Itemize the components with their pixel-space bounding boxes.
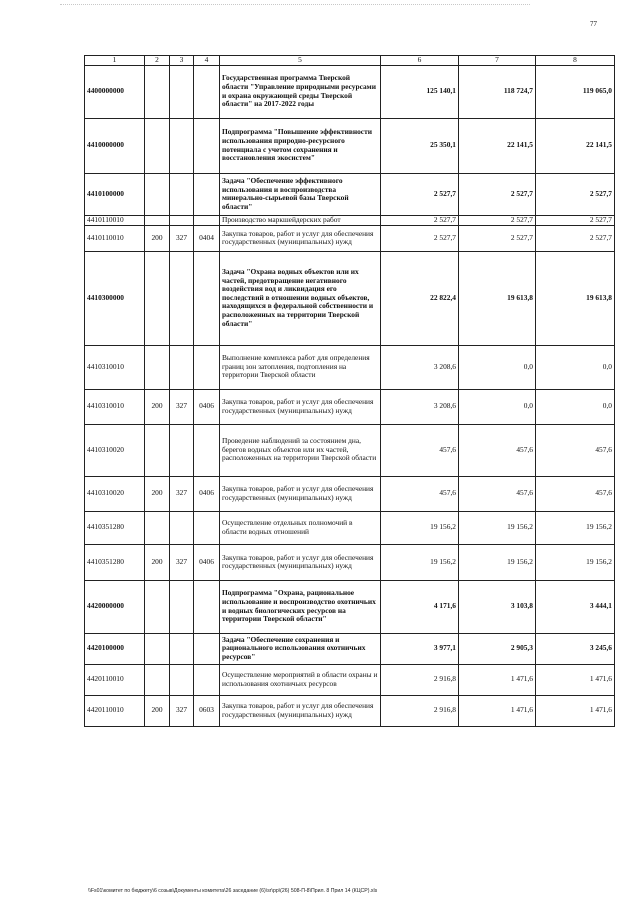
row-name: Выполнение комплекса работ для определения границ зон затопления, подтопления на территории Тверской области bbox=[220, 345, 381, 389]
row-value-2021: 1 471,6 bbox=[459, 664, 536, 695]
table-row bbox=[85, 511, 615, 544]
row-vr bbox=[145, 118, 170, 173]
row-value-2021: 19 613,8 bbox=[459, 251, 536, 345]
row-vr bbox=[145, 65, 170, 118]
row-value-2022: 457,6 bbox=[536, 476, 615, 511]
row-code: 4410351280 bbox=[85, 511, 145, 544]
row-grbs: 327 bbox=[170, 389, 194, 424]
column-number: 3 bbox=[170, 56, 194, 66]
row-value-2022: 457,6 bbox=[536, 424, 615, 476]
row-value-2020: 3 208,6 bbox=[381, 345, 459, 389]
row-value-2020: 2 527,7 bbox=[381, 225, 459, 251]
row-value-2022: 2 527,7 bbox=[536, 225, 615, 251]
row-value-2020: 2 916,8 bbox=[381, 695, 459, 726]
row-grbs: 327 bbox=[170, 544, 194, 580]
row-value-2021: 22 141,5 bbox=[459, 118, 536, 173]
row-value-2020: 457,6 bbox=[381, 476, 459, 511]
page-number: 77 bbox=[590, 20, 597, 28]
row-value-2022: 19 156,2 bbox=[536, 511, 615, 544]
row-vr bbox=[145, 345, 170, 389]
row-value-2021: 2 527,7 bbox=[459, 225, 536, 251]
row-grbs bbox=[170, 215, 194, 225]
row-code: 4400000000 bbox=[85, 65, 145, 118]
row-rzpr bbox=[194, 215, 220, 225]
row-grbs bbox=[170, 118, 194, 173]
table-row bbox=[85, 664, 615, 695]
budget-table-body bbox=[85, 56, 615, 727]
row-name: Закупка товаров, работ и услуг для обеспечения государственных (муниципальных) нужд bbox=[220, 389, 381, 424]
row-name: Государственная программа Тверской области "Управление природными ресурсами и охрана окружающей среды Тверской области" на 2017-2022 годы bbox=[220, 65, 381, 118]
row-value-2021: 19 156,2 bbox=[459, 544, 536, 580]
row-rzpr bbox=[194, 664, 220, 695]
row-rzpr: 0406 bbox=[194, 389, 220, 424]
row-code: 4410351280 bbox=[85, 544, 145, 580]
row-value-2020: 457,6 bbox=[381, 424, 459, 476]
row-name: Производство маркшейдерских работ bbox=[220, 215, 381, 225]
row-name: Подпрограмма "Охрана, рациональное использование и воспроизводство охотничьих и водных биологических ресурсов на территории Тверской области" bbox=[220, 580, 381, 633]
file-path-footer: \\Fs01\комитет по бюджету\6 созыв\Документы комитета\26 заседание (6)\sr\рр\(26) 508-П-8\Прил. 8 Прил 14 (КЦСР).xls bbox=[88, 888, 378, 894]
table-row bbox=[85, 118, 615, 173]
row-vr bbox=[145, 251, 170, 345]
row-name: Закупка товаров, работ и услуг для обеспечения государственных (муниципальных) нужд bbox=[220, 544, 381, 580]
row-code: 4410110010 bbox=[85, 215, 145, 225]
scan-artifact-line bbox=[60, 4, 530, 8]
row-name: Задача "Охрана водных объектов или их частей, предотвращение негативного воздействия вод и ликвидация его последствий в отношении водных объектов, находящихся в федеральной собственности и расположенных на территории Тверской области" bbox=[220, 251, 381, 345]
row-rzpr bbox=[194, 424, 220, 476]
row-vr bbox=[145, 633, 170, 664]
row-value-2021: 457,6 bbox=[459, 424, 536, 476]
row-vr: 200 bbox=[145, 544, 170, 580]
row-rzpr bbox=[194, 173, 220, 215]
row-code: 4410310010 bbox=[85, 389, 145, 424]
table-row bbox=[85, 424, 615, 476]
table-row bbox=[85, 345, 615, 389]
row-name: Задача "Обеспечение эффективного использования и воспроизводства минерально-сырьевой базы Тверской области" bbox=[220, 173, 381, 215]
row-value-2020: 2 527,7 bbox=[381, 215, 459, 225]
row-grbs bbox=[170, 173, 194, 215]
row-value-2021: 2 905,3 bbox=[459, 633, 536, 664]
table-row bbox=[85, 633, 615, 664]
table-row bbox=[85, 476, 615, 511]
table-row bbox=[85, 695, 615, 726]
row-value-2022: 1 471,6 bbox=[536, 664, 615, 695]
column-number: 4 bbox=[194, 56, 220, 66]
row-name: Подпрограмма "Повышение эффективности использования природно-ресурсного потенциала с учетом сохранения и восстановления экосистем" bbox=[220, 118, 381, 173]
row-value-2022: 19 156,2 bbox=[536, 544, 615, 580]
row-rzpr bbox=[194, 511, 220, 544]
row-value-2021: 118 724,7 bbox=[459, 65, 536, 118]
table-row bbox=[85, 544, 615, 580]
column-number: 1 bbox=[85, 56, 145, 66]
row-vr bbox=[145, 215, 170, 225]
row-code: 4410100000 bbox=[85, 173, 145, 215]
row-value-2022: 1 471,6 bbox=[536, 695, 615, 726]
row-vr: 200 bbox=[145, 389, 170, 424]
row-vr bbox=[145, 424, 170, 476]
row-value-2020: 4 171,6 bbox=[381, 580, 459, 633]
row-code: 4420110010 bbox=[85, 664, 145, 695]
row-code: 4410000000 bbox=[85, 118, 145, 173]
row-code: 4420110010 bbox=[85, 695, 145, 726]
row-rzpr bbox=[194, 580, 220, 633]
row-value-2020: 22 822,4 bbox=[381, 251, 459, 345]
row-value-2021: 3 103,8 bbox=[459, 580, 536, 633]
row-name: Закупка товаров, работ и услуг для обеспечения государственных (муниципальных) нужд bbox=[220, 476, 381, 511]
column-number: 7 bbox=[459, 56, 536, 66]
row-grbs: 327 bbox=[170, 225, 194, 251]
row-name: Осуществление отдельных полномочий в области водных отношений bbox=[220, 511, 381, 544]
row-value-2020: 125 140,1 bbox=[381, 65, 459, 118]
row-grbs bbox=[170, 65, 194, 118]
row-rzpr bbox=[194, 251, 220, 345]
row-value-2020: 2 916,8 bbox=[381, 664, 459, 695]
table-row bbox=[85, 251, 615, 345]
row-rzpr bbox=[194, 633, 220, 664]
row-vr: 200 bbox=[145, 225, 170, 251]
row-value-2022: 0,0 bbox=[536, 345, 615, 389]
row-value-2022: 3 444,1 bbox=[536, 580, 615, 633]
row-name: Закупка товаров, работ и услуг для обеспечения государственных (муниципальных) нужд bbox=[220, 225, 381, 251]
row-value-2021: 1 471,6 bbox=[459, 695, 536, 726]
table-row bbox=[85, 215, 615, 225]
row-grbs bbox=[170, 251, 194, 345]
row-value-2022: 22 141,5 bbox=[536, 118, 615, 173]
row-value-2020: 3 977,1 bbox=[381, 633, 459, 664]
row-value-2021: 0,0 bbox=[459, 389, 536, 424]
table-row bbox=[85, 389, 615, 424]
column-number: 5 bbox=[220, 56, 381, 66]
row-grbs bbox=[170, 345, 194, 389]
table-row bbox=[85, 173, 615, 215]
column-number: 6 bbox=[381, 56, 459, 66]
row-code: 4410310020 bbox=[85, 476, 145, 511]
row-code: 4420100000 bbox=[85, 633, 145, 664]
row-name: Осуществление мероприятий в области охраны и использования охотничьих ресурсов bbox=[220, 664, 381, 695]
row-value-2020: 19 156,2 bbox=[381, 511, 459, 544]
row-value-2020: 19 156,2 bbox=[381, 544, 459, 580]
row-rzpr bbox=[194, 345, 220, 389]
row-vr bbox=[145, 664, 170, 695]
row-vr: 200 bbox=[145, 476, 170, 511]
row-rzpr: 0406 bbox=[194, 544, 220, 580]
row-name: Закупка товаров, работ и услуг для обеспечения государственных (муниципальных) нужд bbox=[220, 695, 381, 726]
row-value-2021: 2 527,7 bbox=[459, 173, 536, 215]
row-vr: 200 bbox=[145, 695, 170, 726]
row-value-2021: 0,0 bbox=[459, 345, 536, 389]
row-value-2020: 3 208,6 bbox=[381, 389, 459, 424]
row-value-2022: 2 527,7 bbox=[536, 215, 615, 225]
row-grbs bbox=[170, 664, 194, 695]
row-value-2020: 2 527,7 bbox=[381, 173, 459, 215]
row-name: Проведение наблюдений за состоянием дна, берегов водных объектов или их частей, расположенных на территории Тверской области bbox=[220, 424, 381, 476]
table-row bbox=[85, 65, 615, 118]
row-code: 4420000000 bbox=[85, 580, 145, 633]
row-vr bbox=[145, 511, 170, 544]
row-grbs bbox=[170, 633, 194, 664]
row-rzpr: 0404 bbox=[194, 225, 220, 251]
column-number-row bbox=[85, 56, 615, 66]
row-rzpr bbox=[194, 65, 220, 118]
row-name: Задача "Обеспечение сохранения и рационального использования охотничьих ресурсов" bbox=[220, 633, 381, 664]
row-rzpr: 0406 bbox=[194, 476, 220, 511]
budget-table bbox=[84, 55, 615, 727]
row-value-2020: 25 350,1 bbox=[381, 118, 459, 173]
row-value-2021: 2 527,7 bbox=[459, 215, 536, 225]
row-grbs bbox=[170, 511, 194, 544]
column-number: 2 bbox=[145, 56, 170, 66]
table-row bbox=[85, 225, 615, 251]
row-code: 4410300000 bbox=[85, 251, 145, 345]
row-value-2022: 0,0 bbox=[536, 389, 615, 424]
row-rzpr bbox=[194, 118, 220, 173]
row-grbs: 327 bbox=[170, 476, 194, 511]
row-code: 4410310010 bbox=[85, 345, 145, 389]
row-value-2021: 457,6 bbox=[459, 476, 536, 511]
row-value-2022: 2 527,7 bbox=[536, 173, 615, 215]
row-value-2022: 119 065,0 bbox=[536, 65, 615, 118]
row-grbs bbox=[170, 424, 194, 476]
row-code: 4410110010 bbox=[85, 225, 145, 251]
row-value-2022: 19 613,8 bbox=[536, 251, 615, 345]
row-rzpr: 0603 bbox=[194, 695, 220, 726]
table-row bbox=[85, 580, 615, 633]
row-grbs bbox=[170, 580, 194, 633]
row-value-2022: 3 245,6 bbox=[536, 633, 615, 664]
column-number: 8 bbox=[536, 56, 615, 66]
row-code: 4410310020 bbox=[85, 424, 145, 476]
row-grbs: 327 bbox=[170, 695, 194, 726]
row-value-2021: 19 156,2 bbox=[459, 511, 536, 544]
row-vr bbox=[145, 580, 170, 633]
row-vr bbox=[145, 173, 170, 215]
